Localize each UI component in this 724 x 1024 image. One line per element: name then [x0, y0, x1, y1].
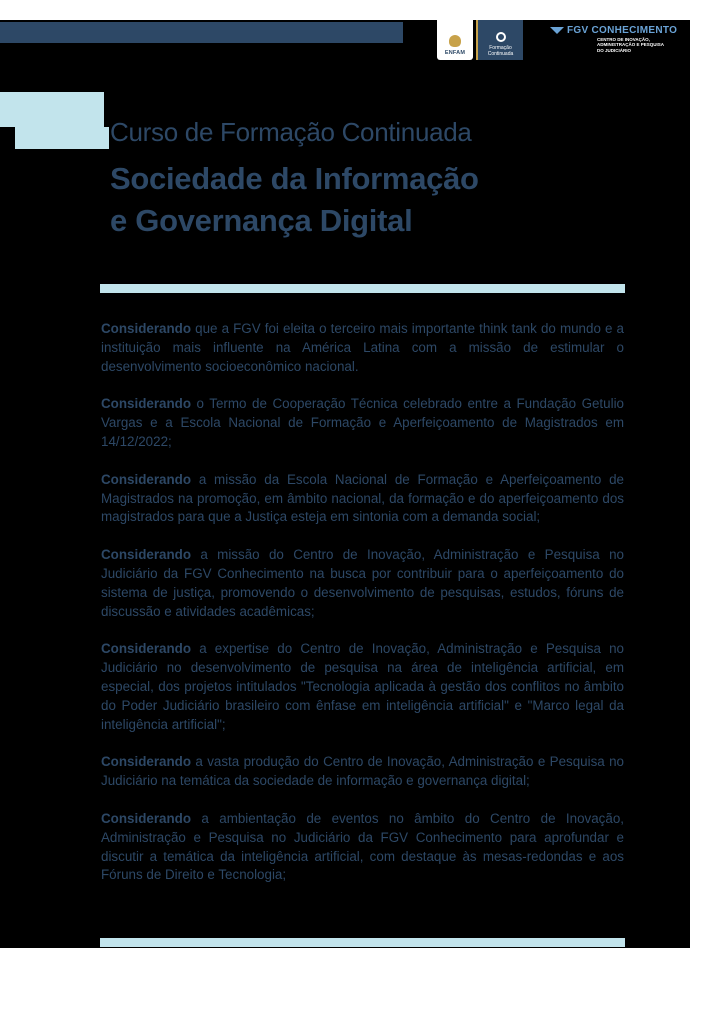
fgv-sub-line3: DO JUDICIÁRIO — [597, 47, 632, 53]
fgv-mark-icon — [550, 27, 564, 34]
decorative-block — [0, 92, 104, 127]
course-title — [110, 158, 590, 242]
consideration-text: a missão da Escola Nacional de Formação e Aperfeiçoamento de Magistrados na promoção, em âmbito nacional, da formação e do aperfeiçoamento dos magistrados para que a Justiça esteja em sintonia com a demanda social; — [101, 471, 624, 525]
formacao-logo-line1: Formação — [489, 45, 512, 51]
consideration-text: que a FGV foi eleita o terceiro mais importante think tank do mundo e a instituição mais influente na América Latina com a missão de estimular o desenvolvimento socioeconômico nacional. — [101, 321, 624, 374]
decorative-block — [15, 127, 109, 149]
course-title-line2: e Governança Digital — [110, 203, 413, 238]
divider-rule — [100, 284, 625, 293]
divider-rule — [100, 938, 625, 947]
header-color-bar — [0, 22, 403, 43]
consideration-paragraph — [101, 395, 624, 451]
consideration-lead: Considerando — [101, 547, 192, 563]
enfam-crest-icon — [449, 35, 461, 47]
fgv-conhecimento-logo — [550, 25, 690, 53]
consideration-paragraph — [101, 320, 624, 376]
fgv-logo-title: FGV CONHECIMENTO — [567, 25, 678, 36]
fgv-logo-subtitle — [597, 37, 690, 53]
formacao-logo-line2: Continuada — [487, 51, 514, 57]
enfam-logo-text: ENFAM — [444, 50, 466, 56]
consideration-paragraph — [101, 546, 624, 621]
consideration-lead: Considerando — [101, 396, 192, 412]
fgv-sub-line1: CENTRO DE INOVAÇÃO, — [597, 37, 650, 42]
fgv-sub-line2: ADMINISTRAÇÃO E PESQUISA — [597, 42, 665, 48]
formacao-ring-icon — [496, 32, 506, 42]
consideration-paragraph — [101, 810, 624, 885]
course-title-line1: Sociedade da Informação — [110, 161, 479, 196]
formacao-continuada-logo — [476, 20, 523, 60]
consideration-paragraph — [101, 640, 624, 734]
consideration-paragraph — [101, 471, 624, 527]
consideration-lead: Considerando — [101, 754, 192, 770]
consideration-text: a ambientação de eventos no âmbito do Centro de Inovação, Administração e Pesquisa no Judiciário da FGV Conhecimento para aprofundar e discutir a temática da inteligência artificial, com destaque às mesas-redondas e aos Fóruns de Direito e Tecnologia; — [101, 810, 624, 883]
consideration-text: o Termo de Cooperação Técnica celebrado entre a Fundação Getulio Vargas e a Escola Nacional de Formação e Aperfeiçoamento de Magistrados em 14/12/2022; — [101, 396, 624, 449]
consideration-lead: Considerando — [101, 641, 192, 657]
considerations-list — [101, 320, 624, 904]
enfam-logo — [437, 20, 473, 60]
consideration-paragraph — [101, 753, 624, 791]
consideration-lead: Considerando — [101, 471, 192, 487]
consideration-lead: Considerando — [101, 810, 192, 826]
course-label: Curso de Formação Continuada — [110, 117, 472, 147]
consideration-text: a vasta produção do Centro de Inovação, Administração e Pesquisa no Judiciário na temática da sociedade de informação e governança digital; — [101, 754, 624, 789]
document-page — [0, 20, 690, 948]
consideration-text: a expertise do Centro de Inovação, Administração e Pesquisa no Judiciário no desenvolvimento de pesquisa na área de inteligência artificial, em especial, dos projetos intitulados "Tecnologia aplicada à gestão dos conflitos no âmbito do Poder Judiciário brasileiro com ênfase em inteligência artificial" e "Marco legal da inteligência artificial"; — [101, 641, 624, 732]
consideration-text: a missão do Centro de Inovação, Administração e Pesquisa no Judiciário da FGV Conhecimento na busca por contribuir para o aperfeiçoamento do sistema de justiça, promovendo o desenvolvimento de pesquisas, estudos, fóruns de discussão e atividades acadêmicas; — [101, 547, 624, 619]
consideration-lead: Considerando — [101, 321, 192, 336]
